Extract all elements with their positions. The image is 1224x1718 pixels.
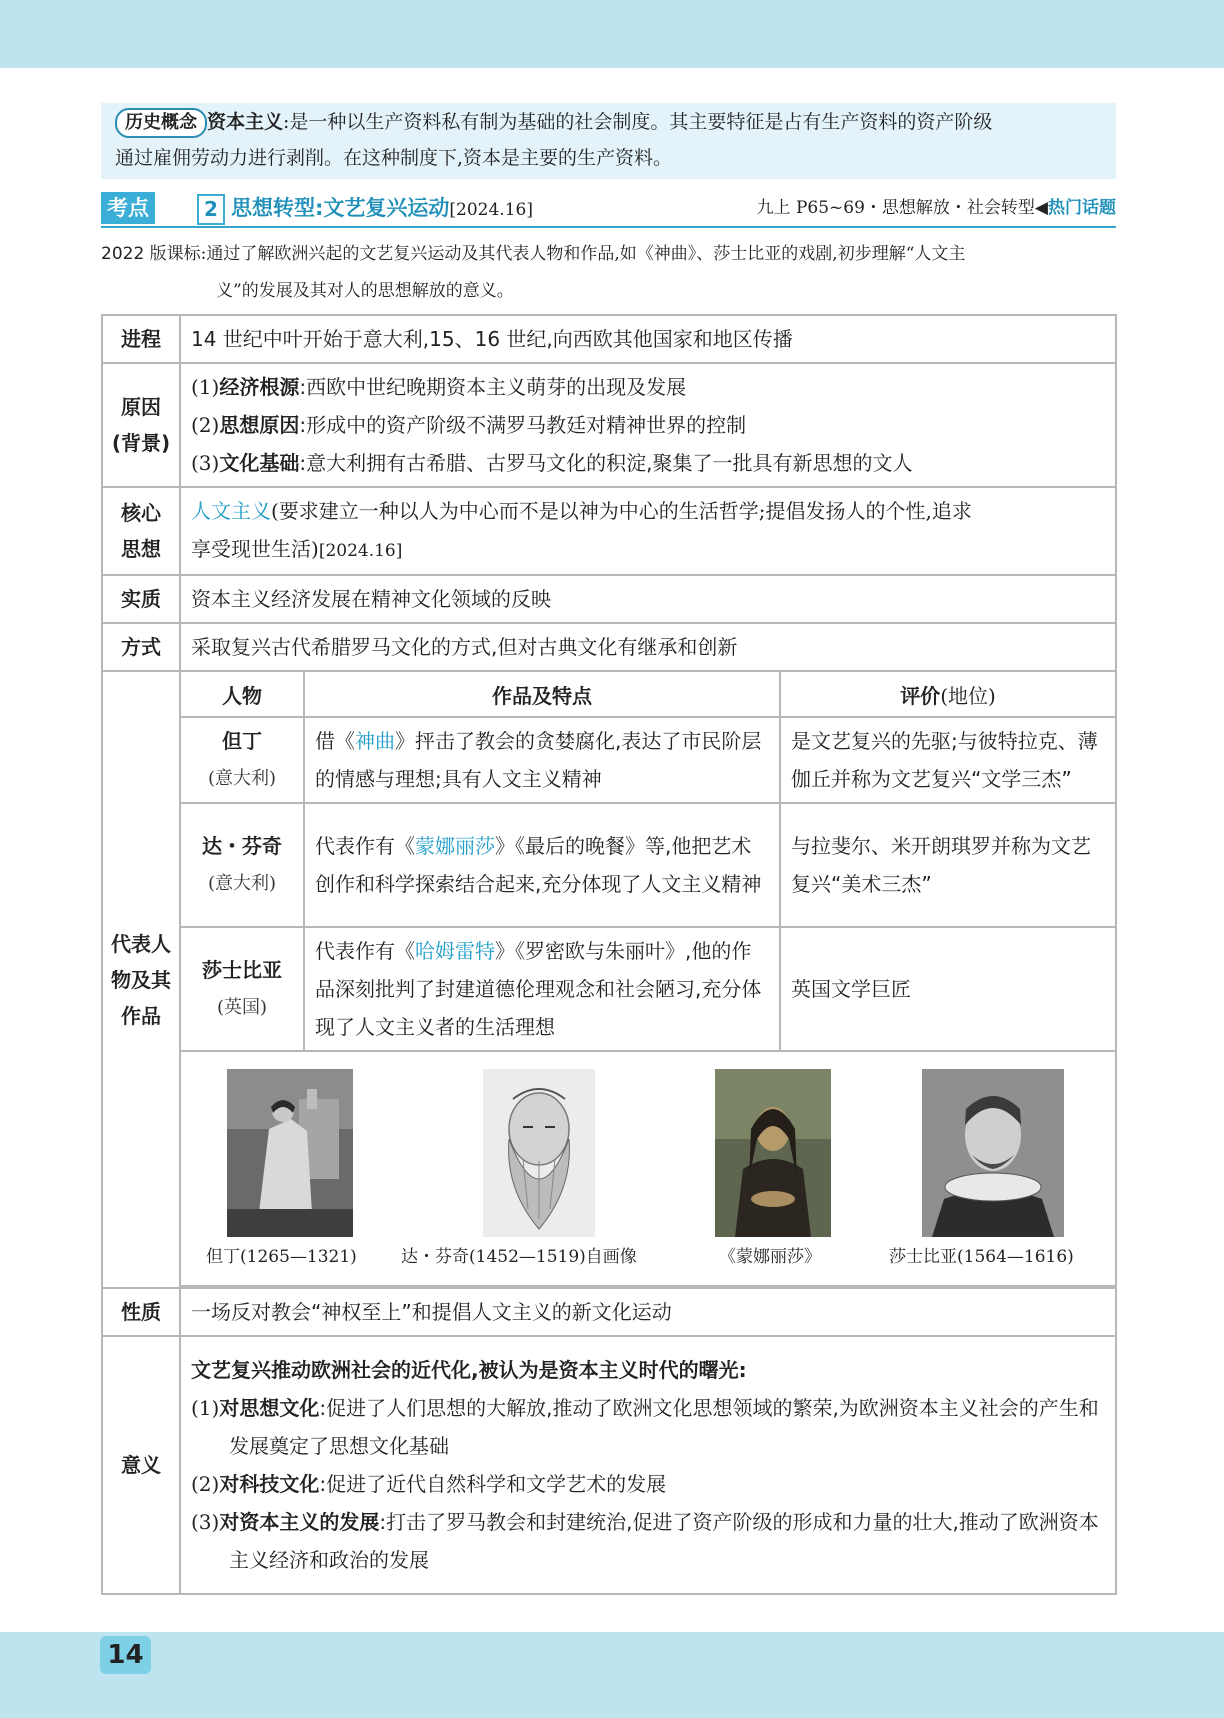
page-number: 14 [100, 1636, 151, 1674]
row-nature [102, 1288, 1116, 1336]
works-highlight: 哈姆雷特 [415, 939, 495, 963]
label-method: 方式 [102, 623, 180, 671]
text-method: 采取复兴古代希腊罗马文化的方式,但对古典文化有继承和创新 [180, 623, 1116, 671]
hot-topic-label: 热门话题 [1048, 198, 1116, 218]
kaodian-number: 2 [197, 194, 225, 225]
label-people-1: 代表人 [111, 931, 171, 956]
textbook-ref-text: 九上 P65~69・思想解放・社会转型◀ [756, 198, 1048, 218]
row-method [102, 623, 1116, 671]
row-progress [102, 315, 1116, 363]
shakespeare-portrait-image [922, 1069, 1064, 1237]
concept-tag: 历史概念 [115, 108, 207, 138]
person-country: (意大利) [207, 873, 277, 894]
person-works [304, 927, 780, 1051]
header-eval [780, 672, 1115, 717]
row-people [102, 671, 1116, 1288]
label-people-2: 物及其 [111, 967, 171, 992]
person-country: (意大利) [207, 768, 277, 789]
standard-line-1 [101, 236, 1121, 273]
row-cause [102, 363, 1116, 487]
significance-item [191, 1389, 1105, 1465]
label-people-3: 作品 [121, 1003, 161, 1028]
cause-key: 文化基础 [219, 451, 300, 475]
caption-mona-lisa: 《蒙娜丽莎》 [719, 1247, 821, 1267]
person-name: 莎士比亚 [202, 958, 282, 982]
caption-davinci: 达・芬奇(1452—1519)自画像 [401, 1247, 637, 1267]
cause-key: 思想原因 [219, 413, 300, 437]
person-country: (英国) [216, 997, 268, 1018]
works-highlight: 蒙娜丽莎 [415, 834, 495, 858]
core-term: 人文主义 [191, 499, 271, 523]
cause-num: (1) [191, 375, 220, 399]
works-pre: 借《 [315, 729, 355, 753]
works-pre: 代表作有《 [315, 939, 415, 963]
significance-list [180, 1336, 1116, 1594]
person-name-cell [181, 927, 304, 1051]
portrait-cell [181, 1051, 1115, 1286]
cause-text: :形成中的资产阶级不满罗马教廷对精神世界的控制 [299, 413, 747, 437]
text-nature: 一场反对教会“神权至上”和提倡人文主义的新文化运动 [180, 1288, 1116, 1336]
core-text [180, 487, 1116, 575]
significance-item [191, 1465, 1105, 1503]
section-title [231, 192, 533, 226]
person-name-cell [181, 717, 304, 803]
concept-term: 资本主义 [207, 111, 284, 133]
cause-item [191, 368, 1105, 406]
core-year: [2024.16] [318, 541, 403, 561]
kaodian-label: 考点 [101, 192, 155, 224]
concept-box [101, 103, 1116, 179]
significance-text: :促进了近代自然科学和文学艺术的发展 [319, 1472, 667, 1496]
standard-text-2: 义”的发展及其对人的思想解放的意义。 [216, 281, 514, 301]
label-cause-1: 原因 [121, 395, 161, 419]
portrait-row [181, 1051, 1115, 1286]
section-year: [2024.16] [449, 200, 533, 220]
header-person: 人物 [181, 672, 304, 717]
label-people [102, 671, 180, 1288]
person-name: 但丁 [222, 729, 262, 753]
cause-key: 经济根源 [219, 375, 300, 399]
person-name-cell [181, 803, 304, 927]
person-eval: 是文艺复兴的先驱;与彼特拉克、薄伽丘并称为文艺复兴“文学三杰” [780, 717, 1115, 803]
renaissance-table [101, 314, 1117, 1595]
label-progress: 进程 [102, 315, 180, 363]
core-text-1: (要求建立一种以人为中心而不是以神为中心的生活哲学;提倡发扬人的个性,追求 [271, 499, 972, 523]
significance-text: :打击了罗马教会和封建统治,促进了资产阶级的形成和力量的壮大,推动了欧洲资本主义经济和政治的发展 [229, 1510, 1099, 1572]
person-eval: 英国文学巨匠 [780, 927, 1115, 1051]
section-title-text: 思想转型:文艺复兴运动 [231, 196, 450, 220]
dante-portrait-image [227, 1069, 353, 1237]
row-significance [102, 1336, 1116, 1594]
standard-label: 2022 版课标 [101, 244, 201, 264]
person-row-shakespeare [181, 927, 1115, 1051]
significance-num: (3) [191, 1510, 220, 1534]
header-eval-sub: (地位) [940, 683, 996, 708]
top-band [0, 0, 1224, 68]
concept-text-1: :是一种以生产资料私有制为基础的社会制度。其主要特征是占有生产资料的资产阶级 [283, 111, 993, 133]
works-pre: 代表作有《 [315, 834, 415, 858]
caption-shakespeare: 莎士比亚(1564—1616) [889, 1247, 1074, 1267]
significance-key: 对思想文化 [219, 1396, 320, 1420]
person-works [304, 803, 780, 927]
bottom-band [0, 1632, 1224, 1718]
label-essence: 实质 [102, 575, 180, 623]
core-text-2: 享受现世生活) [191, 537, 319, 561]
textbook-reference [757, 192, 1116, 224]
text-essence: 资本主义经济发展在精神文化领域的反映 [180, 575, 1116, 623]
people-table [181, 672, 1115, 1287]
person-row-dante [181, 717, 1115, 803]
label-core-2: 思想 [121, 537, 161, 561]
person-row-davinci [181, 803, 1115, 927]
person-works [304, 717, 780, 803]
label-cause-2: (背景) [111, 431, 171, 455]
significance-intro: 文艺复兴推动欧洲社会的近代化,被认为是资本主义时代的曙光: [191, 1358, 747, 1382]
cause-item [191, 444, 1105, 482]
works-post: 》《最后的晚餐》等,他把艺术创作和科学探索结合起来,充分体现了人文主义精神 [315, 834, 762, 896]
cause-text: :西欧中世纪晚期资本主义萌芽的出现及发展 [299, 375, 687, 399]
significance-key: 对资本主义的发展 [219, 1510, 380, 1534]
cause-text: :意大利拥有古希腊、古罗马文化的积淀,聚集了一批具有新思想的文人 [299, 451, 913, 475]
significance-key: 对科技文化 [219, 1472, 320, 1496]
portrait-gallery [181, 1052, 1115, 1285]
person-eval: 与拉斐尔、米开朗琪罗并称为文艺复兴“美术三杰” [780, 803, 1115, 927]
concept-line-1 [115, 107, 992, 138]
label-cause [102, 363, 180, 487]
davinci-portrait-image [483, 1069, 595, 1237]
person-name: 达・芬奇 [202, 834, 282, 858]
label-nature: 性质 [102, 1288, 180, 1336]
works-post: 》《罗密欧与朱丽叶》,他的作品深刻批判了封建道德伦理观念和社会陋习,充分体现了人文主义者的生活理想 [315, 939, 762, 1039]
label-significance: 意义 [102, 1336, 180, 1594]
label-core [102, 487, 180, 575]
significance-item [191, 1503, 1105, 1579]
cause-num: (3) [191, 451, 220, 475]
people-header-row [181, 672, 1115, 717]
label-core-1: 核心 [121, 501, 161, 525]
concept-text-2: 通过雇佣劳动力进行剥削。在这种制度下,资本是主要的生产资料。 [115, 147, 673, 169]
section-header [101, 192, 1116, 228]
significance-text: :促进了人们思想的大解放,推动了欧洲文化思想领域的繁荣,为欧洲资本主义社会的产生和发展奠定了思想文化基础 [229, 1396, 1099, 1458]
cause-list [180, 363, 1116, 487]
works-post: 》抨击了教会的贪婪腐化,表达了市民阶层的情感与理想;具有人文主义精神 [315, 729, 762, 791]
curriculum-standard [101, 236, 1121, 310]
cause-item [191, 406, 1105, 444]
text-progress: 14 世纪中叶开始于意大利,15、16 世纪,向西欧其他国家和地区传播 [180, 315, 1116, 363]
works-highlight: 神曲 [355, 729, 395, 753]
significance-num: (1) [191, 1396, 220, 1420]
significance-num: (2) [191, 1472, 220, 1496]
header-works: 作品及特点 [304, 672, 780, 717]
caption-dante: 但丁(1265—1321) [206, 1247, 357, 1267]
mona-lisa-image [715, 1069, 831, 1237]
cause-num: (2) [191, 413, 220, 437]
people-cell [180, 671, 1116, 1288]
row-essence [102, 575, 1116, 623]
row-core [102, 487, 1116, 575]
standard-text-1: :通过了解欧洲兴起的文艺复兴运动及其代表人物和作品,如《神曲》、莎士比亚的戏剧,初步理解“人文主 [200, 244, 966, 264]
header-eval-text: 评价 [900, 683, 941, 708]
